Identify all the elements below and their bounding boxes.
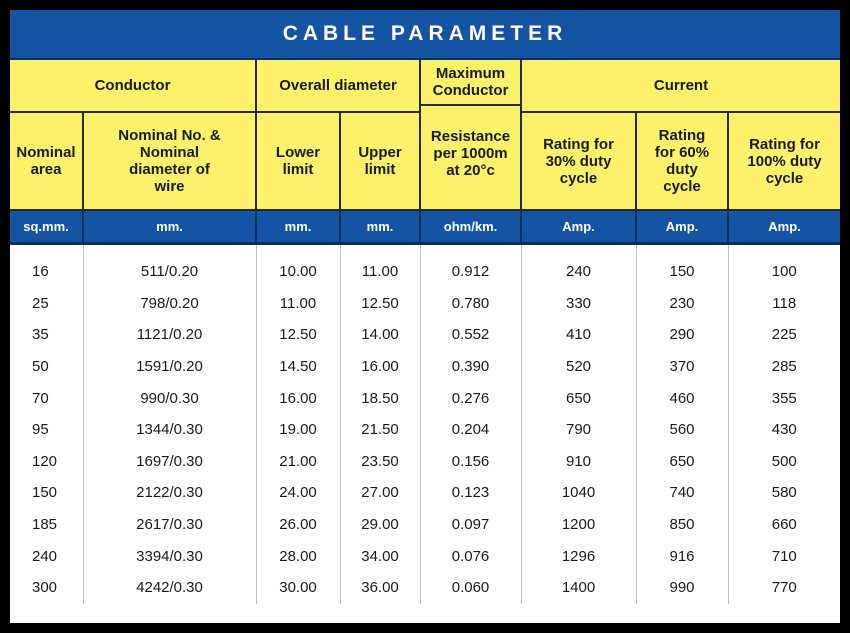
table-cell: 0.276 <box>420 382 521 414</box>
unit-cell: sq.mm. <box>10 210 83 244</box>
table-cell: 1200 <box>521 509 636 541</box>
table-cell: 0.060 <box>420 572 521 604</box>
table-cell: 25 <box>10 288 83 320</box>
table-cell: 3394/0.30 <box>83 540 256 572</box>
table-row <box>10 288 840 320</box>
table-cell: 1040 <box>521 477 636 509</box>
table-cell: 710 <box>771 547 797 565</box>
table-cell: 225 <box>771 326 797 344</box>
header-conductor: Conductor <box>10 60 256 112</box>
table-cell: 150 <box>10 477 83 509</box>
table-cell: 770 <box>771 579 797 597</box>
table-title: CABLE PARAMETER <box>10 10 840 60</box>
unit-cell: ohm/km. <box>420 210 521 244</box>
table-row <box>10 477 840 509</box>
header-maximum-conductor: Maximum Conductor <box>421 60 520 106</box>
unit-cell: Amp. <box>521 210 636 244</box>
table-cell: 27.00 <box>340 477 420 509</box>
table-cell: 2122/0.30 <box>83 477 256 509</box>
table-cell: 240 <box>521 256 636 288</box>
table-row <box>10 446 840 478</box>
table-cell: 990 <box>636 572 728 604</box>
table-cell: 28.00 <box>256 540 340 572</box>
table-cell: 0.912 <box>420 256 521 288</box>
table-cell: 1697/0.30 <box>83 446 256 478</box>
table-cell: 150 <box>636 256 728 288</box>
table-cell: 285 <box>771 358 797 376</box>
table-cell: 118 <box>772 294 797 312</box>
table-cell: 19.00 <box>256 414 340 446</box>
table-cell: 660 <box>771 516 797 534</box>
unit-cell: Amp. <box>728 210 840 244</box>
table-cell: 100 <box>771 263 797 281</box>
table-cell: 14.50 <box>256 351 340 383</box>
table-row <box>10 351 840 383</box>
table-cell: 650 <box>636 446 728 478</box>
cable-parameter-table-panel <box>10 10 840 623</box>
header-lower-limit: Lower limit <box>256 112 340 210</box>
table-cell: 330 <box>521 288 636 320</box>
table-cell: 0.552 <box>420 319 521 351</box>
table-cell: 0.123 <box>420 477 521 509</box>
table-cell: 0.390 <box>420 351 521 383</box>
header-upper-limit: Upper limit <box>340 112 420 210</box>
units-row <box>10 210 840 244</box>
table-row <box>10 256 840 288</box>
header-nominal-wire: Nominal No. & Nominal diameter of wire <box>83 112 256 210</box>
table-cell: 50 <box>10 351 83 383</box>
table-cell: 16.00 <box>256 382 340 414</box>
table-cell: 10.00 <box>256 256 340 288</box>
table-cell: 1121/0.20 <box>83 319 256 351</box>
table-cell: 14.00 <box>340 319 420 351</box>
table-row <box>10 509 840 541</box>
unit-cell: mm. <box>83 210 256 244</box>
table-cell: 370 <box>636 351 728 383</box>
group-header-row <box>10 60 840 112</box>
table-cell: 500 <box>771 452 797 470</box>
table-cell: 430 <box>771 421 797 439</box>
header-rating-100: Rating for 100% duty cycle <box>728 112 840 210</box>
table-cell: 21.50 <box>340 414 420 446</box>
table-row <box>10 382 840 414</box>
table-cell: 460 <box>636 382 728 414</box>
table-cell: 410 <box>521 319 636 351</box>
table-cell: 511/0.20 <box>83 256 256 288</box>
table-cell: 12.50 <box>340 288 420 320</box>
table-row <box>10 572 840 604</box>
table-cell: 790 <box>521 414 636 446</box>
table-cell: 850 <box>636 509 728 541</box>
table-cell: 300 <box>10 572 83 604</box>
table-cell: 34.00 <box>340 540 420 572</box>
table-cell: 36.00 <box>340 572 420 604</box>
table-cell: 11.00 <box>256 288 340 320</box>
table-cell: 520 <box>521 351 636 383</box>
table-cell: 11.00 <box>340 256 420 288</box>
table-cell: 290 <box>636 319 728 351</box>
table-cell: 18.50 <box>340 382 420 414</box>
header-overall-diameter: Overall diameter <box>256 60 420 112</box>
header-rating-30: Rating for 30% duty cycle <box>521 112 636 210</box>
table-row <box>10 540 840 572</box>
unit-cell: mm. <box>256 210 340 244</box>
table-cell: 0.156 <box>420 446 521 478</box>
table-cell: 798/0.20 <box>83 288 256 320</box>
table-cell: 0.780 <box>420 288 521 320</box>
header-nominal-area: Nominal area <box>10 112 83 210</box>
table-cell: 240 <box>10 540 83 572</box>
table-cell: 990/0.30 <box>83 382 256 414</box>
table-cell: 70 <box>10 382 83 414</box>
table-cell: 1400 <box>521 572 636 604</box>
table-cell: 0.076 <box>420 540 521 572</box>
table-cell: 23.50 <box>340 446 420 478</box>
table-cell: 24.00 <box>256 477 340 509</box>
table-cell: 29.00 <box>340 509 420 541</box>
table-cell: 910 <box>521 446 636 478</box>
table-cell: 1344/0.30 <box>83 414 256 446</box>
header-resistance: Resistance per 1000m at 20°c <box>430 128 511 179</box>
table-cell: 580 <box>771 484 797 502</box>
header-resistance-cell <box>420 60 521 210</box>
table-cell: 650 <box>521 382 636 414</box>
data-body <box>10 256 840 604</box>
unit-cell: mm. <box>340 210 420 244</box>
table-cell: 16.00 <box>340 351 420 383</box>
table-cell: 2617/0.30 <box>83 509 256 541</box>
table-cell: 4242/0.30 <box>83 572 256 604</box>
table-cell: 355 <box>771 389 797 407</box>
table-cell: 30.00 <box>256 572 340 604</box>
table-cell: 1296 <box>521 540 636 572</box>
spacer-row <box>10 244 840 257</box>
table-cell: 120 <box>10 446 83 478</box>
table-cell: 16 <box>10 256 83 288</box>
table-cell: 21.00 <box>256 446 340 478</box>
table-cell: 740 <box>636 477 728 509</box>
table-cell: 1591/0.20 <box>83 351 256 383</box>
table-row <box>10 319 840 351</box>
table-cell: 26.00 <box>256 509 340 541</box>
header-rating-60: Rating for 60% duty cycle <box>636 112 728 210</box>
table-cell: 185 <box>10 509 83 541</box>
table-cell: 0.097 <box>420 509 521 541</box>
table-cell: 916 <box>636 540 728 572</box>
table-cell: 0.204 <box>420 414 521 446</box>
cable-parameter-table <box>10 60 840 604</box>
header-current: Current <box>521 60 840 112</box>
unit-cell: Amp. <box>636 210 728 244</box>
table-row <box>10 414 840 446</box>
table-cell: 560 <box>636 414 728 446</box>
table-cell: 12.50 <box>256 319 340 351</box>
table-cell: 35 <box>10 319 83 351</box>
table-cell: 95 <box>10 414 83 446</box>
table-cell: 230 <box>636 288 728 320</box>
